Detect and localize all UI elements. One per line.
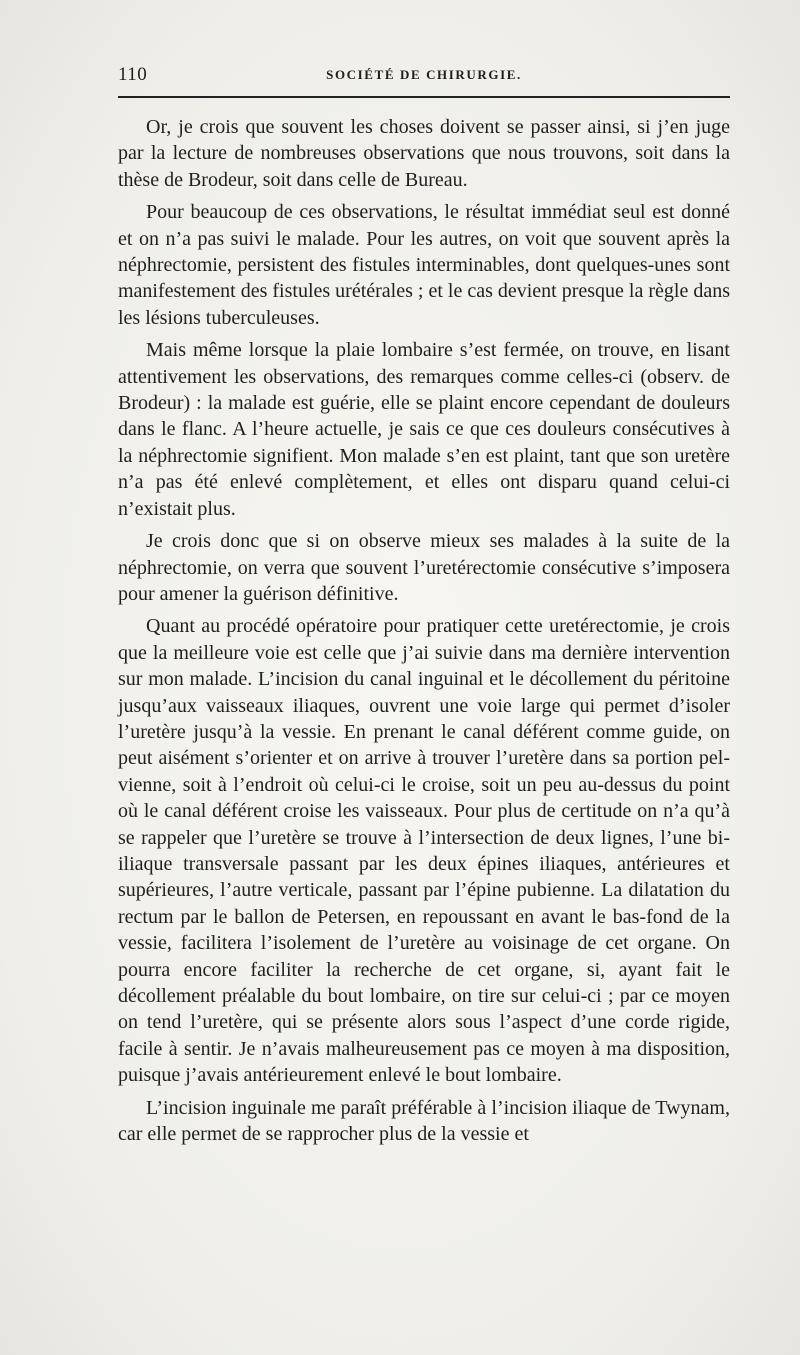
paragraph: Or, je crois que souvent les choses doivent se passer ainsi, si j’en juge par la lecture de nombreuses observations que nous trouvons, soit dans la thèse de Brodeur, soit dans celle de Bureau.: [118, 116, 730, 191]
header-rule: [118, 96, 730, 98]
paragraph: Quant au procédé opératoire pour pratiquer cette uretérectomie, je crois que la meilleure voie est celle que j’ai suivie dans ma dernière intervention sur mon malade. L’incision du canal inguinal et le décollement du péritoine jusqu’aux vaisseaux iliaques, ouvrent une voie large qui permet d’isoler l’uretère jusqu’à la vessie. En prenant le canal déférent comme guide, on peut aisément s’orienter et on arrive à trouver l’uretère dans sa portion pelvienne, soit à l’endroit où celui-ci le croise, soit un peu au-dessus du point où le canal déférent croise les vaisseaux. Pour plus de certitude on n’a qu’à se rappeler que l’uretère se trouve à l’intersection de deux lignes, l’une bi-iliaque transversale passant par les deux épines iliaques, antérieures et supérieures, l’autre verticale, passant par l’épine pubienne. La dilatation du rectum par le ballon de Petersen, en repoussant en avant le bas-fond de la vessie, facilitera l’isolement de l’uretère au voisinage de cet organe. On pourra encore faciliter la recherche de cet organe, si, ayant fait le décollement préalable du bout lombaire, on tire sur celui-ci ; par ce moyen on tend l’uretère, qui se présente alors sous l’aspect d’une corde rigide, facile à sentir. Je n’avais malheureusement pas ce moyen à ma disposition, puisque j’avais antérieurement enlevé le bout lombaire.: [118, 615, 730, 1087]
paragraph: Pour beaucoup de ces observations, le résultat immédiat seul est donné et on n’a pas suivi le malade. Pour les autres, on voit que souvent après la néphrectomie, persistent des fistules interminables, dont quelques-unes sont manifestement des fistules urétérales ; et le cas devient presque la règle dans les lésions tuberculeuses.: [118, 201, 730, 329]
page-number: 110: [118, 64, 148, 85]
page-header: [118, 64, 730, 92]
paragraph: Mais même lorsque la plaie lombaire s’est fermée, on trouve, en lisant attentivement les observations, des remarques comme celles-ci (observ. de Brodeur) : la malade est guérie, elle se plaint encore cependant de douleurs dans le flanc. A l’heure actuelle, je sais ce que ces douleurs consécutives à la néphrectomie signifient. Mon malade s’en est plaint, tant que son uretère n’a pas été enlevé complètement, et elles ont disparu quand celui-ci n’existait plus.: [118, 339, 730, 520]
running-title: SOCIÉTÉ DE CHIRURGIE.: [326, 67, 522, 82]
paragraph: L’incision inguinale me paraît préférable à l’incision iliaque de Twynam, car elle permet de se rapprocher plus de la vessie et: [118, 1096, 730, 1146]
paragraph: Je crois donc que si on observe mieux ses malades à la suite de la néphrectomie, on verra que souvent l’uretérectomie consécutive s’imposera pour amener la guérison définitive.: [118, 530, 730, 605]
body-text: [118, 114, 730, 1147]
